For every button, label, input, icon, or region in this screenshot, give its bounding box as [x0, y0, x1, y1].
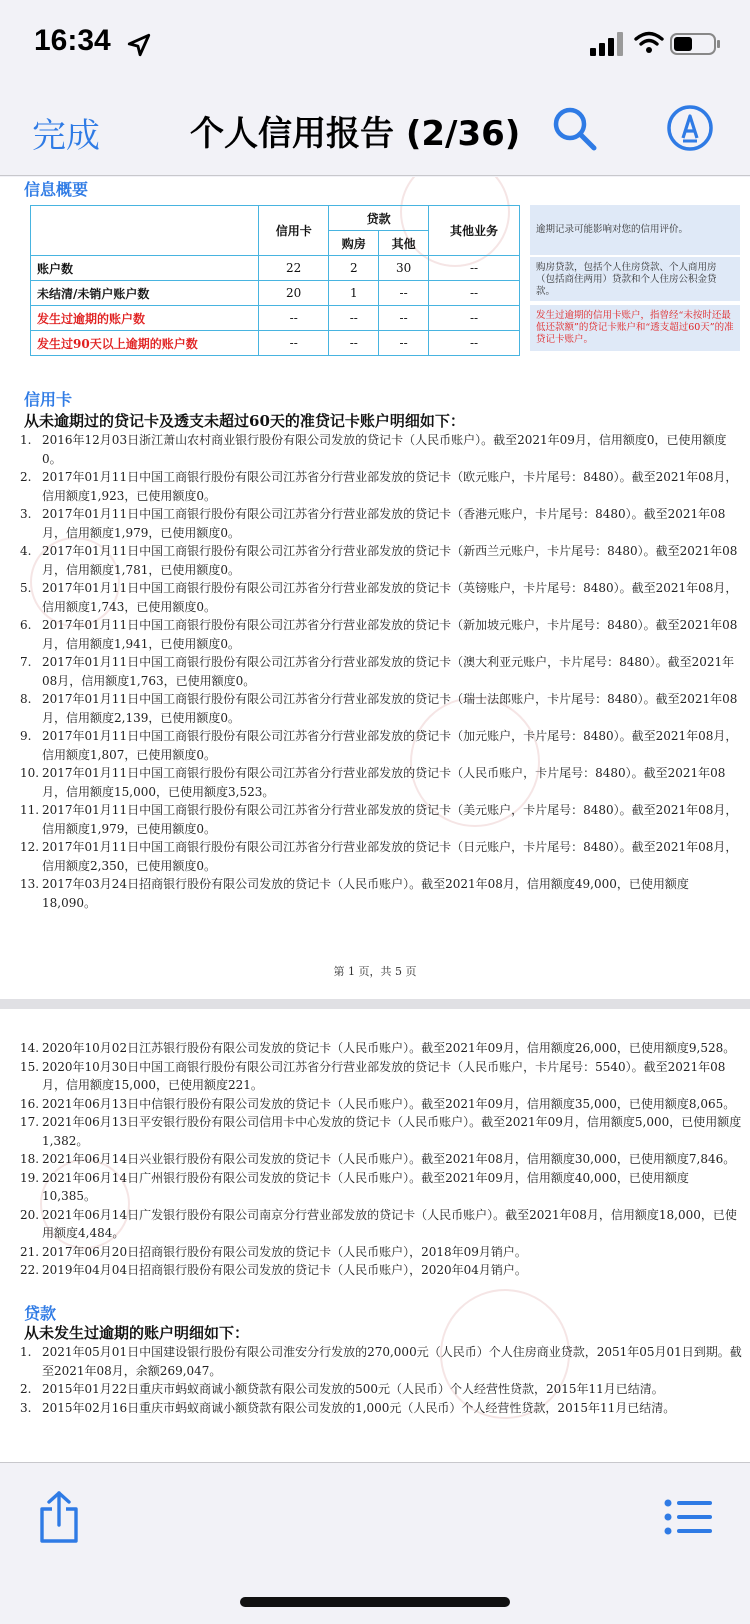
cell: --: [379, 281, 429, 306]
item-number: 5.: [20, 581, 32, 595]
item-text: 2017年01月11日中国工商银行股份有限公司江苏省分行营业部发放的贷记卡（日元账户，卡片尾号：8480）。截至2021年08月，信用额度2,350，已使用额度0。: [42, 840, 738, 873]
list-item: [20, 764, 742, 801]
item-number: 3.: [20, 507, 32, 521]
list-item: [20, 542, 742, 579]
item-text: 2021年06月13日中信银行股份有限公司发放的贷记卡（人民币账户）。截至2021年09月，信用额度35,000，已使用额度8,065。: [42, 1096, 736, 1111]
item-number: 19.: [20, 1170, 40, 1185]
location-arrow-icon: [126, 32, 152, 58]
document-viewer[interactable]: [0, 177, 750, 1462]
list-item: [20, 1399, 742, 1418]
item-text: 2015年02月16日重庆市蚂蚁商诚小额贷款有限公司发放的1,000元（人民币）个人经营性贷款，2015年11月已结清。: [42, 1400, 676, 1415]
list-item: [20, 1243, 742, 1262]
table-corner-cell: [31, 206, 259, 256]
row-label: 发生过逾期的账户数: [31, 306, 259, 331]
item-text: 2015年01月22日重庆市蚂蚁商诚小额贷款有限公司发放的500元（人民币）个人经营性贷款，2015年11月已结清。: [42, 1382, 664, 1396]
item-number: 14.: [20, 1041, 40, 1055]
item-text: 2017年01月11日中国工商银行股份有限公司江苏省分行营业部发放的贷记卡（香港元账户，卡片尾号：8480）。截至2021年08月，信用额度1,979，已使用额度0。: [42, 507, 726, 540]
item-text: 2017年06月20日招商银行股份有限公司发放的贷记卡（人民币账户），2018年09月销户。: [42, 1244, 527, 1259]
item-number: 17.: [20, 1115, 40, 1129]
list-item: [20, 505, 742, 542]
credit-card-list-continued: [20, 1039, 742, 1280]
list-item: [20, 801, 742, 838]
item-number: 11.: [20, 803, 40, 817]
item-number: 18.: [20, 1152, 40, 1166]
list-item: [20, 1261, 742, 1280]
list-item: [20, 1169, 742, 1206]
list-item: [20, 1058, 742, 1095]
item-number: 9.: [20, 729, 32, 743]
list-item: [20, 616, 742, 653]
row-label: 未结清/未销户账户数: [31, 281, 259, 306]
row-label: 发生过90天以上逾期的账户数: [31, 331, 259, 356]
item-text: 2017年01月11日中国工商银行股份有限公司江苏省分行营业部发放的贷记卡（澳大利亚元账户，卡片尾号：8480）。截至2021年08月，信用额度1,763，已使用额度0。: [42, 655, 735, 688]
pdf-page-2: [0, 1009, 750, 1462]
item-text: 2021年06月14日兴业银行股份有限公司发放的贷记卡（人民币账户）。截至2021年08月，信用额度30,000，已使用额度7,846。: [42, 1152, 736, 1166]
cellular-signal-icon: [590, 32, 626, 56]
item-text: 2017年01月11日中国工商银行股份有限公司江苏省分行营业部发放的贷记卡（加元账户，卡片尾号：8480）。截至2021年08月，信用额度1,807，已使用额度0。: [42, 729, 738, 762]
pdf-page-1: [0, 177, 750, 999]
list-item: [20, 1343, 742, 1380]
cell: --: [428, 256, 519, 281]
section-loan-heading: 贷款: [24, 1304, 57, 1323]
list-item: [20, 1380, 742, 1399]
credit-card-list: [20, 431, 742, 912]
table-row: [31, 256, 520, 281]
status-time: 16:34: [34, 24, 111, 57]
list-item: [20, 838, 742, 875]
item-number: 2.: [20, 470, 32, 484]
col-loan: 贷款: [329, 206, 429, 231]
loan-subtitle: 从未发生过逾期的账户明细如下：: [24, 1324, 250, 1342]
item-number: 21.: [20, 1244, 40, 1259]
cell: --: [428, 331, 519, 356]
item-text: 2017年03月24日招商银行股份有限公司发放的贷记卡（人民币账户）。截至2021年08月，信用额度49,000，已使用额度18,090。: [42, 877, 689, 910]
item-text: 2021年06月14日广州银行股份有限公司发放的贷记卡（人民币账户）。截至2021年09月，信用额度40,000，已使用额度10,385。: [42, 1170, 689, 1203]
item-text: 2020年10月02日江苏银行股份有限公司发放的贷记卡（人民币账户）。截至2021年09月，信用额度26,000，已使用额度9,528。: [42, 1041, 736, 1055]
list-item: [20, 653, 742, 690]
item-number: 1.: [20, 1345, 32, 1359]
item-number: 7.: [20, 655, 32, 669]
status-bar: [0, 0, 750, 92]
share-icon[interactable]: [38, 1491, 80, 1543]
item-text: 2017年01月11日中国工商银行股份有限公司江苏省分行营业部发放的贷记卡（英镑账户，卡片尾号：8480）。截至2021年08月，信用额度1,743，已使用额度0。: [42, 581, 738, 614]
item-text: 2017年01月11日中国工商银行股份有限公司江苏省分行营业部发放的贷记卡（美元账户，卡片尾号：8480）。截至2021年08月，信用额度1,979，已使用额度0。: [42, 803, 738, 836]
cell: --: [379, 306, 429, 331]
item-text: 2017年01月11日中国工商银行股份有限公司江苏省分行营业部发放的贷记卡（欧元账户，卡片尾号：8480）。截至2021年08月，信用额度1,923，已使用额度0。: [42, 470, 738, 503]
home-indicator[interactable]: [240, 1597, 510, 1607]
item-text: 2021年05月01日中国建设银行股份有限公司淮安分行发放的270,000元（人民币）个人住房商业贷款，2051年05月01日到期。截至2021年08月，余额269,047。: [42, 1345, 742, 1378]
cell: --: [379, 331, 429, 356]
item-number: 3.: [20, 1400, 32, 1415]
item-number: 20.: [20, 1207, 40, 1222]
document-title: 个人信用报告 (2/36): [190, 114, 521, 154]
cell: --: [329, 306, 379, 331]
list-icon[interactable]: [664, 1499, 712, 1535]
item-number: 2.: [20, 1382, 32, 1396]
item-number: 4.: [20, 544, 32, 558]
item-text: 2019年04月04日招商银行股份有限公司发放的贷记卡（人民币账户），2020年04月销户。: [42, 1263, 527, 1277]
list-item: [20, 727, 742, 764]
cell: 20: [259, 281, 329, 306]
col-credit-card: 信用卡: [259, 206, 329, 256]
list-item: [20, 1206, 742, 1243]
col-housing: 购房: [329, 231, 379, 256]
credit-card-subtitle: 从未逾期过的贷记卡及透支未超过60天的准贷记卡账户明细如下：: [24, 412, 465, 430]
search-icon[interactable]: [550, 104, 598, 152]
page-footer: 第 1 页，共 5 页: [333, 965, 417, 978]
list-item: [20, 579, 742, 616]
table-row: [31, 281, 520, 306]
section-credit-card-heading: 信用卡: [24, 390, 73, 409]
wifi-icon: [634, 30, 664, 56]
section-summary-heading: 信息概要: [24, 180, 89, 199]
table-row: [31, 331, 520, 356]
item-text: 2017年01月11日中国工商银行股份有限公司江苏省分行营业部发放的贷记卡（瑞士法郎账户，卡片尾号：8480）。截至2021年08月，信用额度2,139，已使用额度0。: [42, 692, 738, 725]
item-number: 22.: [20, 1263, 40, 1277]
cell: 22: [259, 256, 329, 281]
loan-list: [20, 1343, 742, 1417]
item-number: 15.: [20, 1059, 40, 1074]
item-number: 16.: [20, 1096, 40, 1111]
markup-pen-icon[interactable]: [666, 104, 714, 152]
item-text: 2017年01月11日中国工商银行股份有限公司江苏省分行营业部发放的贷记卡（新西兰元账户，卡片尾号：8480）。截至2021年08月，信用额度1,781，已使用额度0。: [42, 544, 738, 577]
cell: --: [259, 306, 329, 331]
cell: --: [259, 331, 329, 356]
item-text: 2021年06月13日平安银行股份有限公司信用卡中心发放的贷记卡（人民币账户）。截至2021年09月，信用额度5,000，已使用额度1,382。: [42, 1115, 742, 1148]
item-text: 2020年10月30日中国工商银行股份有限公司江苏省分行营业部发放的贷记卡（人民币账户，卡片尾号：5540）。截至2021年08月，信用额度15,000，已使用额度221。: [42, 1059, 726, 1092]
list-item: [20, 875, 742, 912]
done-button[interactable]: 完成: [32, 116, 100, 156]
note-overdue: 逾期记录可能影响对您的信用评价。: [530, 205, 740, 255]
battery-icon: [670, 32, 722, 56]
item-number: 13.: [20, 877, 40, 891]
item-text: 2016年12月03日浙江萧山农村商业银行股份有限公司发放的贷记卡（人民币账户）。截至2021年09月，信用额度0，已使用额度0。: [42, 433, 727, 466]
col-other: 其他: [379, 231, 429, 256]
cell: 2: [329, 256, 379, 281]
list-item: [20, 1113, 742, 1150]
cell: --: [428, 281, 519, 306]
table-row: [31, 306, 520, 331]
cell: 1: [329, 281, 379, 306]
cell: 30: [379, 256, 429, 281]
navigation-bar: [0, 92, 750, 176]
summary-table: [30, 205, 520, 356]
list-item: [20, 1095, 742, 1114]
note-housing-loan: 购房贷款，包括个人住房贷款、个人商用房（包括商住两用）贷款和个人住房公积金贷款。: [530, 257, 740, 301]
list-item: [20, 1150, 742, 1169]
item-number: 6.: [20, 618, 32, 632]
item-number: 8.: [20, 692, 32, 706]
list-item: [20, 431, 742, 468]
col-other-business: 其他业务: [428, 206, 519, 256]
list-item: [20, 690, 742, 727]
item-text: 2017年01月11日中国工商银行股份有限公司江苏省分行营业部发放的贷记卡（人民币账户，卡片尾号：8480）。截至2021年08月，信用额度15,000，已使用额度3,523。: [42, 766, 726, 799]
item-number: 10.: [20, 766, 40, 780]
list-item: [20, 468, 742, 505]
note-overdue-card: 发生过逾期的信用卡账户，指曾经“未按时还最低还款额”的贷记卡账户和“透支超过60天”的准贷记卡账户。: [530, 305, 740, 351]
item-text: 2021年06月14日广发银行股份有限公司南京分行营业部发放的贷记卡（人民币账户）。截至2021年08月，信用额度18,000，已使用额度4,484。: [42, 1207, 737, 1240]
item-number: 12.: [20, 840, 40, 854]
item-text: 2017年01月11日中国工商银行股份有限公司江苏省分行营业部发放的贷记卡（新加坡元账户，卡片尾号：8480）。截至2021年08月，信用额度1,941，已使用额度0。: [42, 618, 738, 651]
list-item: [20, 1039, 742, 1058]
item-number: 1.: [20, 433, 32, 447]
cell: --: [329, 331, 379, 356]
row-label: 账户数: [31, 256, 259, 281]
cell: --: [428, 306, 519, 331]
